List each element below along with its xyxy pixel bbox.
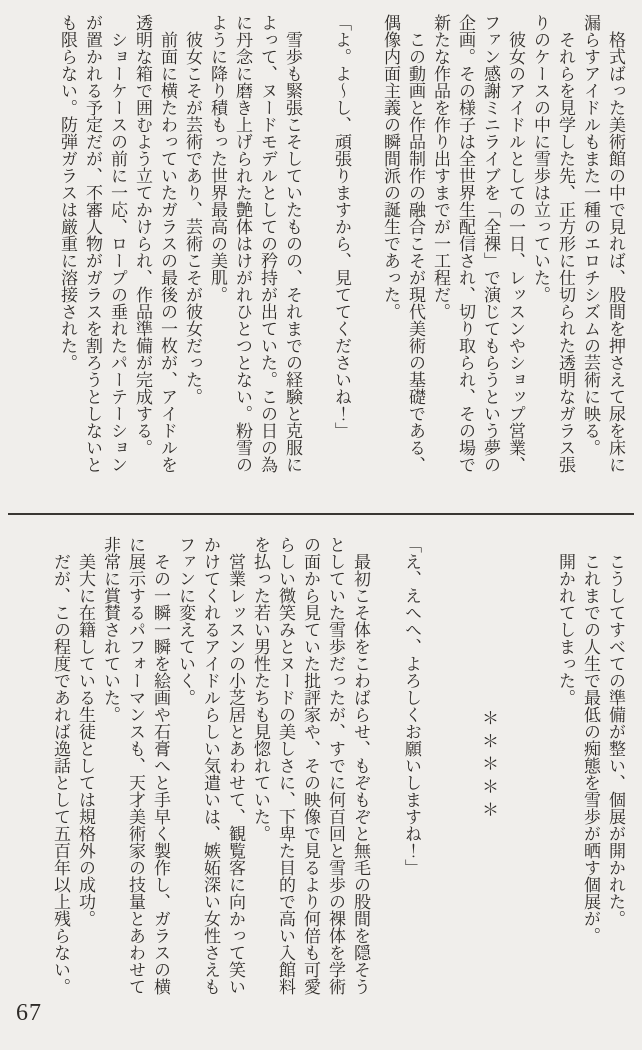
narrative-paragraph: 美大に在籍している生徒としては規格外の成功。 [76, 553, 95, 927]
narrative-paragraph: 彼女のアイドルとしての一日、レッスンやショップ営業、ファン感謝ミニライブを「全裸」で演じてもらうという夢の企画。その様子は全世界生配信され、切り取られ、その場で新たな作品を作り出すまでが一工程だ。 [431, 14, 525, 473]
narrative-paragraph: 前面に横たわっていたガラスの最後の一枚が、アイドルを透明な箱で囲むよう立てかけられ、作品準備が完成する。 [133, 14, 177, 473]
section-divider-rule [8, 513, 634, 515]
narrative-paragraph: この動画と作品制作の融合こそが現代美術の基礎である、偶像内面主義の瞬間派の誕生であった。 [381, 14, 425, 473]
dialogue-line: 「え、えへへ、よろしくお願いしますね！」 [402, 536, 421, 876]
narrative-paragraph: 彼女こそが芸術であり、芸術こそが彼女だった。 [183, 31, 202, 405]
narrative-paragraph: 営業レッスンの小芝居とあわせて、観覧客に向かって笑いかけてくれるアイドルらしい気遣いは、嫉妬深い女性さえもファンに変えていく。 [176, 536, 245, 995]
narrative-paragraph: 雪歩も緊張こそしていたものの、それまでの経験と克服によって、ヌードモデルとしての矜持が出ていた。この日の為に丹念に磨き上げられた艶体はけがれひとつとない。粉雪のように降り積もった世界最高の美肌。 [208, 14, 302, 473]
narrative-paragraph: だが、この程度であれば逸話として五百年以上残らない。 [51, 553, 70, 995]
narrative-paragraph: ショーケースの前に一応、ロープの垂れたパーテーションが置かれる予定だが、不審人物がガラスを割ろうとしないとも限らない。防弾ガラスは厳重に溶接された。 [58, 14, 127, 473]
narrative-paragraph: 最初こそ体をこわばらせ、もぞもぞと無毛の股間を隠そうとしていた雪歩だったが、すでに何百回と雪歩の裸体を学術の面から見ていた批評家や、その映像で見るより何倍も可愛らしい微笑みとヌードの美しさに、下卑た目的で高い入館料を払った若い男性たちも見惚れていた。 [251, 536, 370, 995]
narrative-paragraph: こうしてすべての準備が整い、個展が開かれた。 [606, 553, 625, 927]
narrative-paragraph: 開かれてしまった。 [556, 553, 575, 706]
bottom-text-section [10, 536, 628, 996]
narrative-paragraph: それらを見学した先、正方形に仕切られた透明なガラス張りのケースの中に雪歩は立っていた。 [531, 14, 575, 473]
narrative-paragraph: これまでの人生で最低の痴態を雪歩が晒す個展が。 [581, 553, 600, 944]
narrative-paragraph: 格式ばった美術館の中で見れば、股間を押さえて尿を床に漏らすアイドルもまた一種のエロチシズムの芸術に映る。 [581, 14, 625, 473]
dialogue-line: 「よ。よ〜し、頑張りますから、見ててくださいね！」 [332, 14, 351, 439]
scene-break-asterisks: ＊＊＊＊＊ [479, 708, 498, 824]
page-number: 67 [16, 1000, 42, 1026]
narrative-paragraph: その一瞬一瞬を絵画や石膏へと手早く製作し、ガラスの横に展示するパフォーマンスも、天才美術家の技量とあわせて非常に賞賛されていた。 [101, 536, 170, 995]
top-text-section [10, 14, 628, 478]
